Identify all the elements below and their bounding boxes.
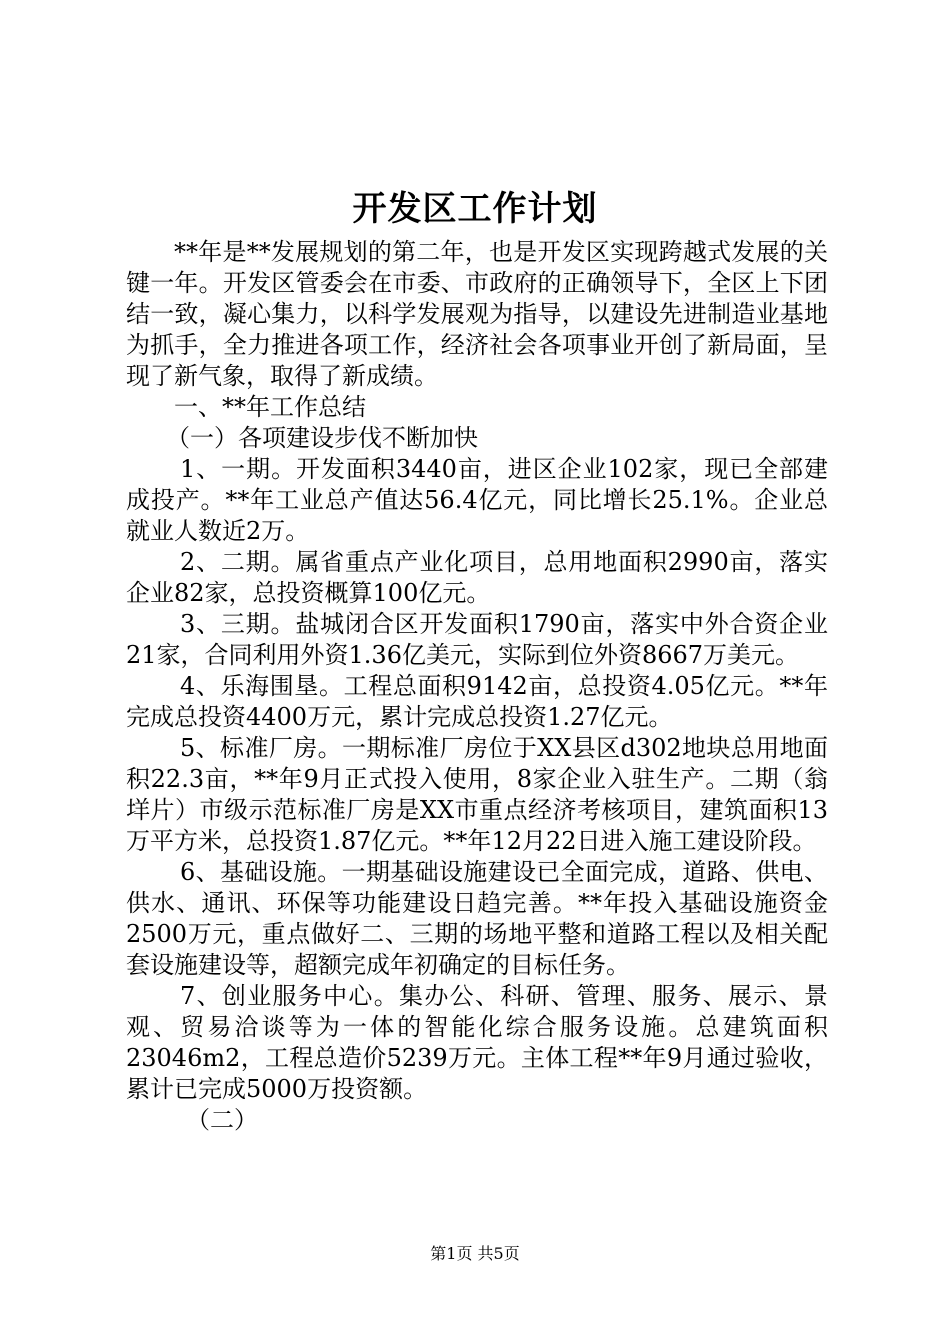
item-paragraph-7: 7、创业服务中心。集办公、科研、管理、服务、展示、景观、贸易洽谈等为一体的智能化综合服务设施。总建筑面积23046m2，工程总造价5239万元。主体工程**年9月通过验收，累计已完成5000万投资额。 (126, 982, 828, 1103)
page-number: 第1页 共5页 (430, 1244, 520, 1263)
intro-paragraph: **年是**发展规划的第二年，也是开发区实现跨越式发展的关键一年。开发区管委会在市委、市政府的正确领导下，全区上下团结一致，凝心集力，以科学发展观为指导，以建设先进制造业基地为抓手，全力推进各项工作，经济社会各项事业开创了新局面，呈现了新气象，取得了新成绩。 (126, 238, 828, 390)
item-paragraph-1: 1、一期。开发面积3440亩，进区企业102家，现已全部建成投产。**年工业总产值达56.4亿元，同比增长25.1%。企业总就业人数近2万。 (126, 455, 828, 545)
item-paragraph-2: 2、二期。属省重点产业化项目，总用地面积2990亩，落实企业82家，总投资概算100亿元。 (126, 548, 828, 607)
item-paragraph-5: 5、标准厂房。一期标准厂房位于XX县区d302地块总用地面积22.3亩，**年9月正式投入使用，8家企业入驻生产。二期（翁垟片）市级示范标准厂房是XX市重点经济考核项目，建筑面积13万平方米，总投资1.87亿元。**年12月22日进入施工建设阶段。 (126, 734, 828, 855)
item-paragraph-6: 6、基础设施。一期基础设施建设已全面完成，道路、供电、供水、通讯、环保等功能建设日趋完善。**年投入基础设施资金2500万元，重点做好二、三期的场地平整和道路工程以及相关配套设施建设等，超额完成年初确定的目标任务。 (126, 858, 828, 979)
item-paragraph-3: 3、三期。盐城闭合区开发面积1790亩，落实中外合资企业21家，合同利用外资1.36亿美元，实际到位外资8667万美元。 (126, 610, 828, 669)
subsection-heading: （一）各项建设步伐不断加快 (166, 424, 478, 452)
subsection-heading-2: （二） (186, 1106, 258, 1134)
document-title: 开发区工作计划 (352, 189, 598, 229)
document-body (126, 237, 828, 1136)
item-paragraph-4: 4、乐海围垦。工程总面积9142亩，总投资4.05亿元。**年完成总投资4400万元，累计完成总投资1.27亿元。 (126, 672, 828, 731)
section-heading: 一、**年工作总结 (174, 393, 366, 421)
